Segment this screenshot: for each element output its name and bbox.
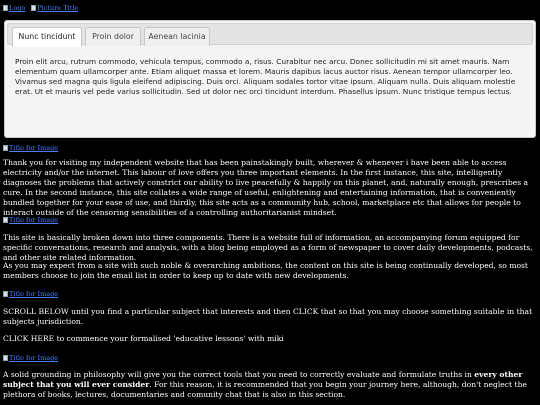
broken-image-icon [31, 5, 36, 11]
image-link-4[interactable] [3, 354, 58, 362]
logo-alt-text: Logo [9, 4, 26, 12]
components-paragraph: This site is basically broken down into three components. There is a website full of information, an accompanying forum equipped for specific conversations, research and analysis, with a blog being employed as a form of newspaper to cover daily developments, podcasts, and other site related information. [3, 233, 533, 262]
logo-link[interactable] [3, 3, 25, 13]
click-here-link[interactable]: CLICK HERE to commence your formalised 'educative lessons' with miki [3, 334, 284, 343]
tab-proin-dolor[interactable]: Proin dolor [85, 27, 141, 46]
broken-image-icon [3, 5, 8, 11]
image-link-1[interactable] [3, 144, 58, 152]
intro-paragraph: Thank you for visiting my independent website that has been painstakingly built, wherever & whenever i have been able to access electricity and/or the internet. This labour of love offers you three important elements. In the first instance, this site, intelligently diagnoses the problems that actively constrict our ability to live peacefully & happily on this planet, and, naturally enough, prescribes a cure. In the second instance, this site collates a wide range of useful, enlightening and entertaining information, that is conveniently bundled together for your ease of use, and thirdly, this site acts as a community hub, school, marketplace etc that allows for people to interact outside of the censoring sensibilities of a controlling authoritarianist mindset. [3, 158, 529, 217]
image-alt-text: Title for Image [9, 216, 59, 224]
philosophy-emphasis: every other subject that you will ever consider [3, 370, 523, 389]
picture-title-alt-text: Picture Title [37, 4, 79, 12]
development-paragraph: As you may expect from a site with such noble & overarching ambitions, the content on this site is being continually developed, so most members choose to join the email list in order to keep up to date with new developments. [3, 261, 528, 280]
picture-title-link[interactable] [31, 3, 78, 13]
tab-panel-text: Proin elit arcu, rutrum commodo, vehicula tempus, commodo a, risus. Curabitur nec arcu. Donec sollicitudin mi sit amet mauris. Nam elementum quam ullamcorper ante. Etiam aliquet massa et lorem. Mauris dapibus lacus auctor risus. Aenean tempor ullamcorper leo. Vivamus sed magna quis ligula eleifend adipiscing. Duis orci. Aliquam sodales tortor vitae ipsum. Aliquam nulla. Duis aliquam molestie erat. Ut et mauris vel pede varius sollicitudin. Sed ut dolor nec orci tincidunt interdum. Phasellus ipsum. Nunc tristique tempus lectus. [15, 57, 516, 96]
broken-image-icon [3, 217, 8, 223]
tab-aenean-lacinia[interactable]: Aenean lacinia [144, 27, 210, 46]
philosophy-text-end: . For this reason, it is recommended that you begin your journey here, although, don't neglect the plethora of books, lectures, documentaries and comunity chat that is also in this section. [3, 380, 527, 399]
philosophy-paragraph [3, 370, 535, 400]
broken-image-icon [3, 291, 8, 297]
image-link-3[interactable] [3, 290, 58, 298]
broken-image-icon [3, 355, 8, 361]
tab-nunc-tincidunt[interactable]: Nunc tincidunt [12, 27, 82, 47]
philosophy-text-start: A solid grounding in philosophy will give you the correct tools that you need to correctly evaluate and formulate truths in [3, 370, 475, 379]
broken-image-icon [3, 145, 8, 151]
image-alt-text: Title for Image [9, 144, 59, 152]
header-links [3, 3, 78, 13]
tabs-widget [4, 20, 536, 138]
scroll-instruction: SCROLL BELOW until you find a particular subject that interests and then CLICK that so that you may choose something suitable in that subjects jurisdiction. [3, 307, 533, 326]
tab-bar [7, 23, 533, 45]
image-alt-text: Title for Image [9, 290, 59, 298]
image-link-2[interactable] [3, 216, 58, 224]
image-alt-text: Title for Image [9, 354, 59, 362]
